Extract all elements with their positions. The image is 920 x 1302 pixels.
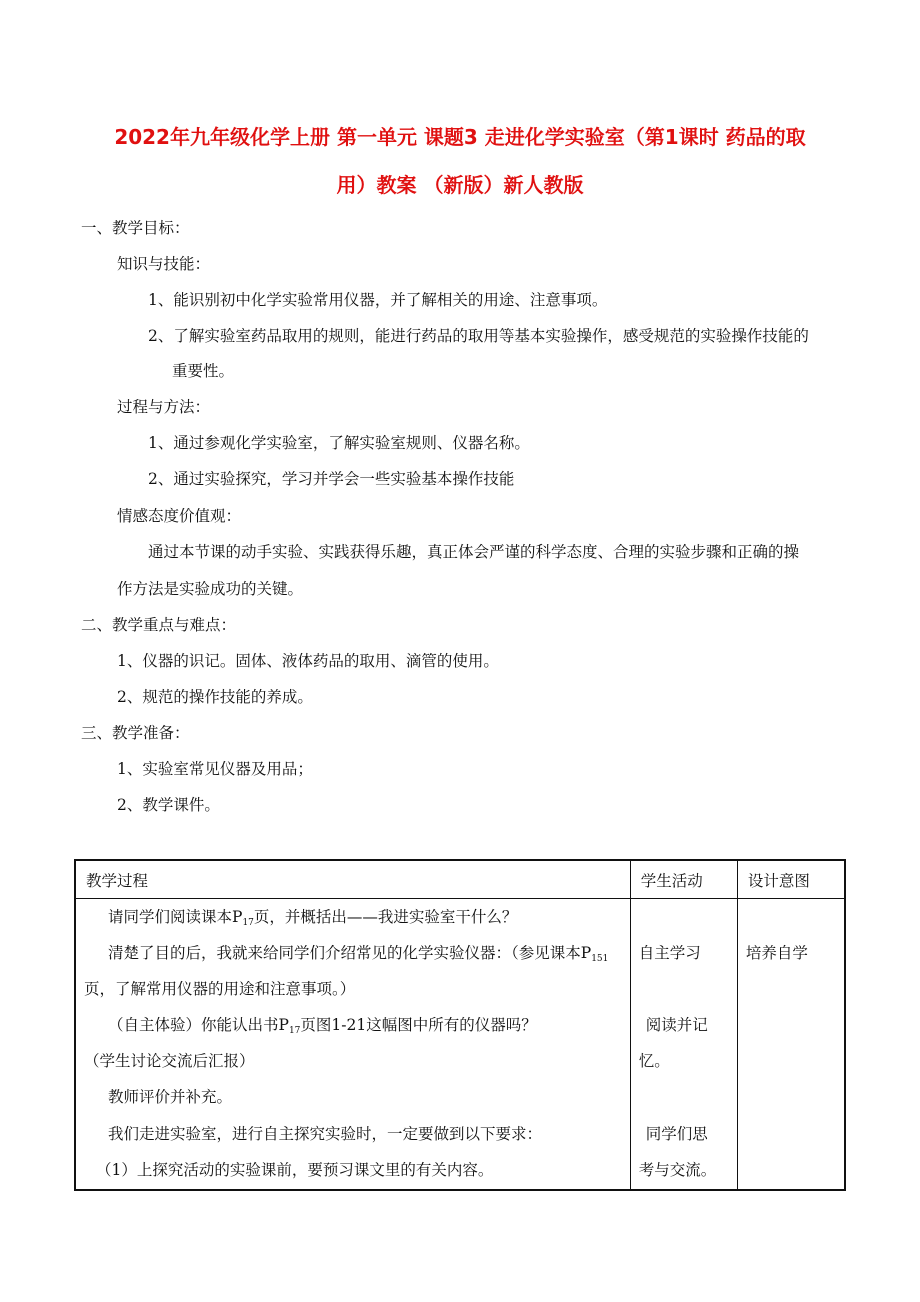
intent-cell bbox=[737, 899, 845, 1191]
header-intent: 设计意图 bbox=[737, 860, 845, 899]
process-heading: 过程与方法： bbox=[117, 398, 211, 416]
process-line-7: 我们走进实验室，进行自主探究实验时，一定要做到以下要求： bbox=[108, 1125, 543, 1143]
document-title bbox=[40, 113, 880, 209]
process-line-1: 请同学们阅读课本$P_{17}$页，并概括出——我进实验室干什么？ bbox=[108, 908, 518, 928]
process-line-2: 清楚了目的后，我就来给同学们介绍常见的化学实验仪器：（参见课本$P_{151}$ bbox=[108, 944, 609, 964]
section-1-heading: 一、教学目标： bbox=[81, 219, 190, 237]
header-process: 教学过程 bbox=[75, 860, 630, 899]
header-activity: 学生活动 bbox=[630, 860, 737, 899]
section-3-heading: 三、教学准备： bbox=[81, 724, 190, 742]
emotion-item-1: 通过本节课的动手实验、实践获得乐趣，真正体会严谨的科学态度、合理的实验步骤和正确的操 bbox=[148, 543, 800, 561]
process-line-5: （学生讨论交流后汇报） bbox=[84, 1052, 255, 1070]
knowledge-item-2: 2、了解实验室药品取用的规则，能进行药品的取用等基本实验操作，感受规范的实验操作技能的 bbox=[148, 327, 809, 345]
title-line-2: 用）教案 （新版）新人教版 bbox=[336, 173, 584, 197]
knowledge-item-1: 1、能识别初中化学实验常用仪器，并了解相关的用途、注意事项。 bbox=[148, 291, 608, 309]
activity-line-1: 自主学习 bbox=[638, 944, 701, 962]
title-line-1: 2022年九年级化学上册 第一单元 课题3 走进化学实验室（第1课时 药品的取 bbox=[114, 125, 806, 149]
difficulty-item-2: 2、规范的操作技能的养成。 bbox=[117, 688, 313, 706]
process-item-2: 2、通过实验探究，学习并学会一些实验基本操作技能 bbox=[148, 470, 515, 488]
process-line-8: （1）上探究活动的实验课前，要预习课文里的有关内容。 bbox=[96, 1161, 494, 1179]
process-line-6: 教师评价并补充。 bbox=[108, 1088, 233, 1106]
table-header-row bbox=[75, 860, 845, 899]
activity-line-2: 阅读并记 bbox=[645, 1016, 708, 1034]
process-item-1: 1、通过参观化学实验室，了解实验室规则、仪器名称。 bbox=[148, 434, 530, 452]
process-cell bbox=[75, 899, 630, 1191]
table-row bbox=[75, 899, 845, 1191]
prep-item-2: 2、教学课件。 bbox=[117, 796, 220, 814]
process-line-3: 页，了解常用仪器的用途和注意事项。） bbox=[84, 980, 356, 998]
difficulty-item-1: 1、仪器的识记。固体、液体药品的取用、滴管的使用。 bbox=[117, 652, 499, 670]
knowledge-heading: 知识与技能： bbox=[117, 255, 211, 273]
activity-line-4: 同学们思 bbox=[645, 1125, 708, 1143]
activity-line-5: 考与交流。 bbox=[638, 1161, 717, 1179]
intent-line-1: 培养自学 bbox=[745, 944, 808, 962]
process-line-4: （自主体验）你能认出书$P_{17}$页图1-21这幅图中所有的仪器吗？ bbox=[108, 1016, 537, 1036]
emotion-item-1-cont: 作方法是实验成功的关键。 bbox=[117, 580, 304, 598]
prep-item-1: 1、实验室常见仪器及用品； bbox=[117, 760, 313, 778]
emotion-heading: 情感态度价值观： bbox=[117, 507, 242, 525]
activity-cell bbox=[630, 899, 737, 1191]
teaching-process-table bbox=[74, 859, 846, 1191]
section-2-heading: 二、教学重点与难点： bbox=[81, 616, 237, 634]
activity-line-3: 忆。 bbox=[638, 1052, 670, 1070]
knowledge-item-2-cont: 重要性。 bbox=[172, 362, 235, 380]
